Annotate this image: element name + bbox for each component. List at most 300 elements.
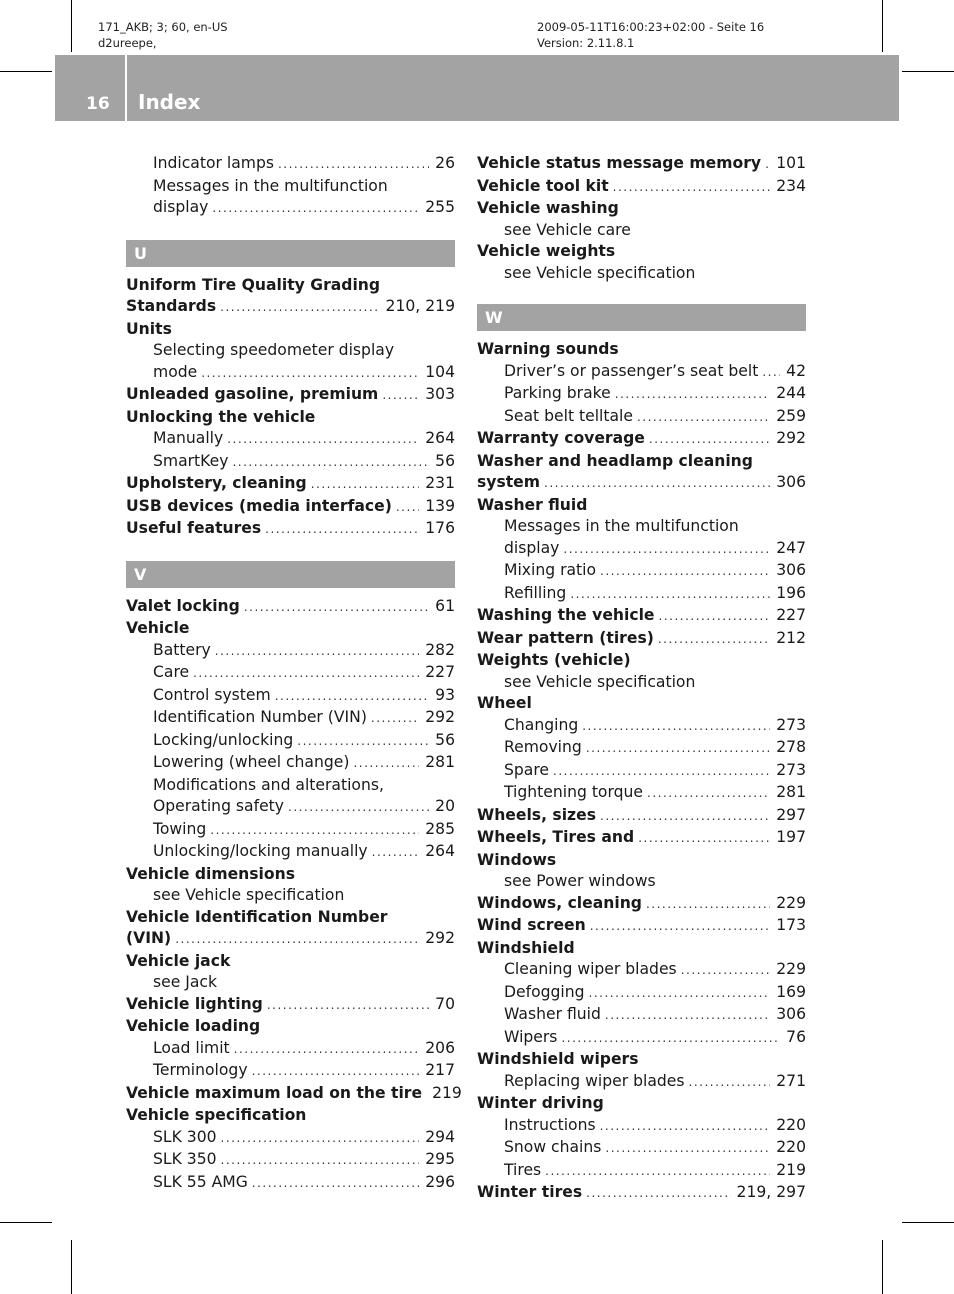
entry-term: Terminology bbox=[153, 1061, 248, 1079]
index-entry bbox=[126, 496, 455, 519]
entry-term: Weights (vehicle) bbox=[477, 651, 631, 669]
crop-mark bbox=[902, 71, 954, 72]
index-entry bbox=[477, 241, 806, 263]
page-reference: 220 bbox=[776, 1138, 806, 1156]
page-reference: 306 bbox=[776, 473, 806, 491]
index-subentry bbox=[477, 361, 806, 384]
dot-leader bbox=[278, 154, 429, 176]
index-subentry bbox=[126, 775, 455, 797]
page-reference: 281 bbox=[776, 783, 806, 801]
dot-leader bbox=[297, 731, 429, 753]
dot-leader bbox=[590, 916, 771, 938]
index-subentry bbox=[477, 1160, 806, 1183]
entry-term: Manually bbox=[153, 429, 224, 447]
index-entry bbox=[126, 928, 455, 951]
index-subentry bbox=[477, 959, 806, 982]
page-reference: 56 bbox=[435, 451, 455, 470]
page-reference: 20 bbox=[435, 797, 455, 815]
index-entry bbox=[126, 384, 455, 407]
dot-leader bbox=[544, 473, 770, 495]
page-reference: 295 bbox=[425, 1150, 455, 1168]
index-subentry bbox=[126, 362, 455, 385]
page-reference: 271 bbox=[776, 1071, 806, 1090]
dot-leader bbox=[613, 177, 771, 199]
dot-leader bbox=[396, 497, 419, 519]
index-subentry bbox=[477, 1004, 806, 1027]
index-entry bbox=[477, 693, 806, 715]
dot-leader bbox=[175, 929, 419, 951]
dot-leader bbox=[582, 716, 770, 738]
dot-leader bbox=[605, 1005, 770, 1027]
entry-term: Vehicle lighting bbox=[126, 994, 263, 1013]
dot-leader bbox=[586, 1183, 730, 1205]
page-reference: 212 bbox=[776, 628, 806, 647]
doc-meta-line: 2009-05-11T16:00:23+02:00 - Seite 16 bbox=[537, 20, 765, 34]
page-reference: 219, 297 bbox=[736, 1183, 806, 1201]
index-subentry bbox=[126, 685, 455, 708]
entry-term: Upholstery, cleaning bbox=[126, 474, 307, 492]
index-entry bbox=[477, 428, 806, 451]
dot-leader bbox=[600, 1116, 771, 1138]
dot-leader bbox=[649, 429, 770, 451]
index-subentry bbox=[477, 560, 806, 583]
entry-term: Refilling bbox=[504, 583, 567, 602]
entry-term: SmartKey bbox=[153, 451, 229, 470]
page-reference: 227 bbox=[776, 606, 806, 624]
entry-term: SLK 350 bbox=[153, 1150, 217, 1168]
entry-term: Modifications and alterations, bbox=[153, 775, 384, 794]
index-subentry bbox=[477, 220, 806, 242]
dot-leader bbox=[647, 783, 770, 805]
dot-leader bbox=[637, 407, 770, 429]
entry-term: Warranty coverage bbox=[477, 429, 645, 447]
index-entry bbox=[477, 153, 806, 176]
index-subentry bbox=[126, 841, 455, 864]
index-subentry bbox=[477, 583, 806, 606]
index-entry bbox=[126, 864, 455, 886]
entry-term: Winter tires bbox=[477, 1183, 583, 1201]
entry-term: Tightening torque bbox=[504, 783, 643, 801]
index-subentry bbox=[126, 1127, 455, 1150]
page-title: Index bbox=[138, 90, 201, 114]
dot-leader bbox=[288, 797, 429, 819]
header-divider bbox=[125, 55, 127, 121]
dot-leader bbox=[193, 663, 419, 685]
dot-leader bbox=[765, 154, 770, 176]
entry-term: Wear pattern (tires) bbox=[477, 628, 654, 647]
entry-term: Unlocking/locking manually bbox=[153, 842, 368, 860]
entry-term: Vehicle tool kit bbox=[477, 176, 609, 195]
page-reference: 42 bbox=[786, 361, 806, 380]
index-subentry bbox=[126, 730, 455, 753]
page-reference: 255 bbox=[425, 198, 455, 216]
page-reference: 26 bbox=[435, 154, 455, 172]
dot-leader bbox=[586, 738, 770, 760]
entry-term: Washer fluid bbox=[504, 1005, 601, 1023]
index-entry bbox=[477, 628, 806, 651]
entry-term: Windows bbox=[477, 850, 557, 869]
entry-term: SLK 300 bbox=[153, 1127, 217, 1146]
index-entry bbox=[477, 938, 806, 960]
page-reference: 244 bbox=[776, 384, 806, 402]
entry-term: Vehicle status message memory bbox=[477, 154, 762, 172]
index-entry bbox=[477, 339, 806, 361]
page-reference: 306 bbox=[776, 561, 806, 579]
page-reference: 196 bbox=[776, 583, 806, 602]
page-reference: 139 bbox=[425, 496, 455, 515]
crop-mark bbox=[0, 1222, 52, 1223]
page-reference: 231 bbox=[425, 474, 455, 492]
index-subentry bbox=[126, 176, 455, 198]
dot-leader bbox=[221, 1128, 420, 1150]
page-reference: 104 bbox=[425, 362, 455, 381]
index-entry bbox=[126, 518, 455, 541]
index-entry bbox=[477, 850, 806, 872]
index-subentry bbox=[477, 538, 806, 561]
entry-term: Windshield wipers bbox=[477, 1050, 639, 1068]
index-entry bbox=[477, 893, 806, 916]
doc-meta-left bbox=[98, 19, 228, 51]
page-reference: 229 bbox=[776, 960, 806, 978]
entry-term: Defogging bbox=[504, 982, 585, 1001]
entry-term: Washer and headlamp cleaning bbox=[477, 451, 753, 470]
entry-term: Units bbox=[126, 319, 172, 338]
page-reference: 303 bbox=[425, 385, 455, 403]
crop-mark bbox=[882, 0, 883, 52]
entry-term: Wind screen bbox=[477, 916, 586, 934]
index-subentry bbox=[126, 707, 455, 730]
crop-mark bbox=[882, 1240, 883, 1294]
entry-term: Vehicle jack bbox=[126, 951, 231, 970]
entry-term: Snow chains bbox=[504, 1138, 602, 1156]
entry-term: Unleaded gasoline, premium bbox=[126, 385, 379, 403]
crop-mark bbox=[902, 1222, 954, 1223]
index-entry bbox=[477, 472, 806, 495]
index-subentry bbox=[126, 752, 455, 775]
page-reference: 220 bbox=[776, 1115, 806, 1134]
entry-term: display bbox=[504, 538, 560, 557]
index-subentry bbox=[126, 153, 455, 176]
page-reference: 306 bbox=[776, 1005, 806, 1023]
entry-term: Control system bbox=[153, 685, 271, 704]
index-subentry bbox=[126, 819, 455, 842]
page-reference: 56 bbox=[435, 730, 455, 749]
page-reference: 296 bbox=[425, 1172, 455, 1191]
index-entry bbox=[126, 275, 455, 297]
index-entry bbox=[126, 407, 455, 429]
dot-leader bbox=[232, 452, 429, 474]
index-entry bbox=[477, 198, 806, 220]
doc-meta-line: Version: 2.11.8.1 bbox=[537, 36, 635, 50]
entry-term: display bbox=[153, 198, 209, 216]
entry-term: see Vehicle specification bbox=[504, 263, 696, 282]
index-entry bbox=[477, 605, 806, 628]
dot-leader bbox=[762, 362, 780, 384]
page-reference: 234 bbox=[776, 176, 806, 195]
dot-leader bbox=[658, 629, 770, 651]
entry-term: Valet locking bbox=[126, 596, 240, 615]
index-entry bbox=[477, 451, 806, 473]
dot-leader bbox=[605, 1138, 770, 1160]
index-entry bbox=[126, 1105, 455, 1127]
dot-leader bbox=[561, 1028, 780, 1050]
entry-term: Wipers bbox=[504, 1027, 558, 1046]
index-subentry bbox=[126, 340, 455, 362]
page-number: 16 bbox=[86, 94, 110, 114]
dot-leader bbox=[646, 894, 770, 916]
page-reference: 292 bbox=[776, 429, 806, 447]
index-entry bbox=[126, 296, 455, 319]
dot-leader bbox=[545, 1161, 770, 1183]
index-entry bbox=[126, 1016, 455, 1038]
index-entry bbox=[126, 951, 455, 973]
page-reference: 93 bbox=[435, 685, 455, 704]
page-reference: 292 bbox=[425, 929, 455, 947]
dot-leader bbox=[244, 597, 429, 619]
page-reference: 282 bbox=[425, 640, 455, 659]
dot-leader bbox=[212, 198, 419, 220]
index-entry bbox=[126, 319, 455, 341]
dot-leader bbox=[311, 474, 420, 496]
index-subentry bbox=[477, 1071, 806, 1094]
index-column-right bbox=[477, 153, 806, 1205]
entry-term: Care bbox=[153, 663, 190, 681]
entry-term: Windows, cleaning bbox=[477, 893, 642, 912]
entry-term: system bbox=[477, 473, 541, 491]
index-subentry bbox=[126, 1038, 455, 1061]
dot-leader bbox=[553, 761, 770, 783]
page-reference: 173 bbox=[776, 916, 806, 934]
entry-term: Vehicle Identification Number bbox=[126, 907, 388, 926]
page-reference: 297 bbox=[776, 805, 806, 824]
entry-term: Cleaning wiper blades bbox=[504, 960, 677, 978]
index-subentry bbox=[126, 640, 455, 663]
index-subentry bbox=[126, 1060, 455, 1083]
entry-term: Wheel bbox=[477, 694, 532, 712]
index-entry bbox=[477, 495, 806, 517]
dot-leader bbox=[681, 960, 771, 982]
entry-term: Washing the vehicle bbox=[477, 606, 655, 624]
dot-leader bbox=[638, 828, 770, 850]
index-entry bbox=[126, 994, 455, 1017]
entry-term: Indicator lamps bbox=[153, 154, 274, 172]
page-reference: 101 bbox=[776, 154, 806, 172]
page-reference: 264 bbox=[425, 429, 455, 447]
dot-leader bbox=[210, 820, 419, 842]
entry-term: Vehicle weights bbox=[477, 242, 616, 260]
page-reference: 273 bbox=[776, 715, 806, 734]
dot-leader bbox=[201, 363, 419, 385]
index-subentry bbox=[126, 662, 455, 685]
entry-term: Seat belt telltale bbox=[504, 406, 633, 425]
index-subentry bbox=[126, 197, 455, 220]
entry-term: Driver’s or passenger’s seat belt bbox=[504, 361, 759, 380]
entry-term: Messages in the multifunction bbox=[153, 176, 388, 195]
page-reference: 273 bbox=[776, 760, 806, 779]
index-entry bbox=[477, 827, 806, 850]
page-reference: 219 bbox=[776, 1160, 806, 1179]
index-entry bbox=[126, 618, 455, 640]
entry-term: see Jack bbox=[153, 973, 218, 991]
entry-term: Standards bbox=[126, 297, 217, 315]
index-subentry bbox=[477, 760, 806, 783]
entry-term: Vehicle washing bbox=[477, 199, 619, 217]
dot-leader bbox=[227, 429, 419, 451]
page-reference: 61 bbox=[435, 596, 455, 615]
entry-term: Wheels, sizes bbox=[477, 805, 596, 824]
index-entry bbox=[477, 1182, 806, 1205]
index-subentry bbox=[477, 1115, 806, 1138]
doc-meta-right bbox=[537, 19, 764, 51]
entry-term: Wheels, Tires and bbox=[477, 828, 635, 846]
dot-leader bbox=[221, 1150, 420, 1172]
page-reference: 197 bbox=[776, 828, 806, 846]
dot-leader bbox=[372, 842, 420, 864]
index-subentry bbox=[126, 1149, 455, 1172]
section-header: V bbox=[126, 561, 455, 588]
dot-leader bbox=[234, 1039, 420, 1061]
index-entry bbox=[477, 1093, 806, 1115]
dot-leader bbox=[371, 708, 419, 730]
dot-leader bbox=[689, 1072, 771, 1094]
page-reference: 227 bbox=[425, 663, 455, 681]
index-subentry bbox=[126, 1172, 455, 1195]
index-subentry bbox=[126, 428, 455, 451]
entry-term: Selecting speedometer display bbox=[153, 341, 395, 359]
entry-term: Locking/unlocking bbox=[153, 730, 294, 749]
index-subentry bbox=[477, 672, 806, 694]
entry-term: see Power windows bbox=[504, 872, 656, 890]
entry-term: Battery bbox=[153, 640, 211, 659]
entry-term: Winter driving bbox=[477, 1094, 604, 1112]
page-reference: 217 bbox=[425, 1061, 455, 1079]
index-subentry bbox=[477, 715, 806, 738]
dot-leader bbox=[600, 561, 770, 583]
page-reference: 281 bbox=[425, 753, 455, 771]
index-subentry bbox=[126, 796, 455, 819]
dot-leader bbox=[252, 1061, 420, 1083]
dot-leader bbox=[563, 539, 770, 561]
index-entry bbox=[126, 907, 455, 929]
page-reference: 210, 219 bbox=[385, 297, 455, 315]
index-subentry bbox=[126, 972, 455, 994]
dot-leader bbox=[589, 983, 771, 1005]
dot-leader bbox=[275, 686, 429, 708]
dot-leader bbox=[615, 384, 771, 406]
page-reference: 264 bbox=[425, 842, 455, 860]
index-subentry bbox=[477, 516, 806, 538]
dot-leader bbox=[570, 584, 770, 606]
index-subentry bbox=[477, 782, 806, 805]
entry-term: Replacing wiper blades bbox=[504, 1071, 685, 1090]
entry-term: Operating safety bbox=[153, 797, 285, 815]
dot-leader bbox=[600, 806, 770, 828]
entry-term: Changing bbox=[504, 715, 579, 734]
page-reference: 70 bbox=[435, 994, 455, 1013]
page-reference: 229 bbox=[776, 893, 806, 912]
entry-term: Vehicle loading bbox=[126, 1017, 261, 1035]
doc-meta-line: 171_AKB; 3; 60, en-US bbox=[98, 20, 228, 34]
entry-term: Towing bbox=[153, 819, 207, 838]
page-reference: 169 bbox=[776, 982, 806, 1001]
index-subentry bbox=[477, 263, 806, 285]
section-header: U bbox=[126, 240, 455, 267]
entry-term: Vehicle specification bbox=[126, 1106, 307, 1124]
index-subentry bbox=[477, 406, 806, 429]
entry-term: Removing bbox=[504, 738, 582, 756]
page-reference: 294 bbox=[425, 1127, 455, 1146]
index-entry bbox=[126, 1083, 462, 1106]
entry-term: Lowering (wheel change) bbox=[153, 753, 350, 771]
page-reference: 176 bbox=[425, 519, 455, 537]
entry-term: Washer fluid bbox=[477, 495, 588, 514]
section-header: W bbox=[477, 304, 806, 331]
entry-term: see Vehicle specification bbox=[153, 886, 345, 904]
dot-leader bbox=[220, 297, 379, 319]
dot-leader bbox=[382, 385, 419, 407]
index-subentry bbox=[477, 737, 806, 760]
index-subentry bbox=[477, 1027, 806, 1050]
page-reference: 247 bbox=[776, 538, 806, 557]
entry-term: Warning sounds bbox=[477, 340, 619, 358]
index-column-left bbox=[126, 153, 462, 1194]
index-entry bbox=[477, 1049, 806, 1071]
entry-term: USB devices (media interface) bbox=[126, 496, 392, 515]
index-subentry bbox=[477, 871, 806, 893]
entry-term: Windshield bbox=[477, 938, 575, 957]
index-subentry bbox=[477, 383, 806, 406]
entry-term: Tires bbox=[504, 1160, 542, 1179]
entry-term: see Vehicle specification bbox=[504, 672, 696, 691]
index-subentry bbox=[477, 1137, 806, 1160]
index-subentry bbox=[126, 451, 455, 474]
page-reference: 259 bbox=[776, 406, 806, 425]
index-entry bbox=[477, 805, 806, 828]
dot-leader bbox=[252, 1173, 419, 1195]
index-entry bbox=[126, 473, 455, 496]
dot-leader bbox=[353, 753, 419, 775]
entry-term: Messages in the multifunction bbox=[504, 517, 739, 535]
entry-term: Parking brake bbox=[504, 384, 611, 402]
dot-leader bbox=[267, 995, 429, 1017]
page-reference: 278 bbox=[776, 738, 806, 756]
doc-meta-line: d2ureepe, bbox=[98, 36, 157, 50]
index-entry bbox=[477, 176, 806, 199]
crop-mark bbox=[71, 1240, 72, 1294]
index-entry bbox=[477, 915, 806, 938]
page-reference: 76 bbox=[786, 1027, 806, 1046]
entry-term: mode bbox=[153, 362, 198, 381]
index-subentry bbox=[477, 982, 806, 1005]
page-reference: 292 bbox=[425, 708, 455, 726]
entry-term: (VIN) bbox=[126, 929, 172, 947]
page-reference: 206 bbox=[425, 1038, 455, 1057]
dot-leader bbox=[659, 606, 771, 628]
entry-term: Useful features bbox=[126, 519, 262, 537]
entry-term: Vehicle dimensions bbox=[126, 864, 295, 883]
index-entry bbox=[477, 650, 806, 672]
entry-term: SLK 55 AMG bbox=[153, 1172, 248, 1191]
index-entry bbox=[126, 596, 455, 619]
entry-term: Vehicle bbox=[126, 619, 190, 637]
entry-term: Instructions bbox=[504, 1115, 596, 1134]
entry-term: Identification Number (VIN) bbox=[153, 708, 367, 726]
crop-mark bbox=[0, 71, 52, 72]
entry-term: see Vehicle care bbox=[504, 220, 631, 239]
entry-term: Unlocking the vehicle bbox=[126, 407, 316, 426]
entry-term: Uniform Tire Quality Grading bbox=[126, 275, 381, 294]
index-subentry bbox=[126, 885, 455, 907]
